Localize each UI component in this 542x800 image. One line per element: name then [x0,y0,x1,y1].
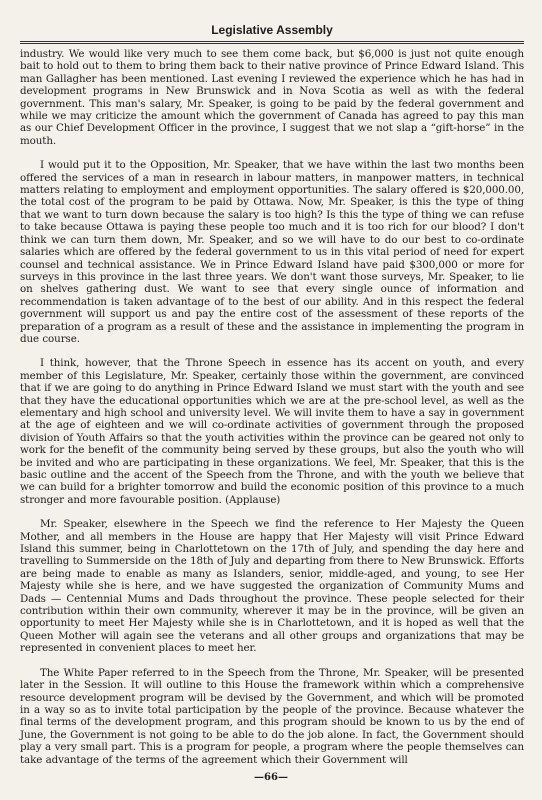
paragraph-5: The White Paper referred to in the Speech from the Throne, Mr. Speaker, will be presented later in the Session. It will outline to this House the framework within which a comprehensive resource development program will be devised by the Government, and which will be promoted in a way so as to invite total participation by the people of the province. Because whatever the final terms of the development program, and this program should be known to us by the end of June, the Government is not going to be able to do the job alone. In fact, the Government should play a very small part. This is a program for people, a program where the people themselves can take advantage of the terms of the agreement which their Government will [20,666,524,766]
paragraph-3: I think, however, that the Throne Speech in essence has its accent on youth, and every member of this Legislature, Mr. Speaker, certainly those within the government, are convinced that if we are going to do anything in Prince Edward Island we must start with the youth and see that they have the educational opportunities which we are at the pre-school level, as well as the elementary and high school and university level. We will invite them to have a say in government at the age of eighteen and we will co-ordinate activities of government through the proposed division of Youth Affairs so that the youth activities within the province can be geared not only to work for the benefit of the community being served by these groups, but also the youth who will be invited and who are participating in these organizations. We feel, Mr. Speaker, that this is the basic outline and the accent of the Speech from the Throne, and with the youth we believe that we can build for a brighter tomorrow and build the economic position of this province to a much stronger and more favourable position. (Applause) [20,357,524,506]
header-rule [20,41,524,44]
document-body [20,48,524,778]
paragraph-1: industry. We would like very much to see them come back, but $6,000 is just not quite enough bait to hold out to them to bring them back to their native province of Prince Edward Island. This man Gallagher has been mentioned. Last evening I reviewed the experience which he has had in development programs in New Brunswick and in Nova Scotia as well as with the federal government. This man's salary, Mr. Speaker, is going to be paid by the federal government and while we may criticize the amount which the government of Canada has agreed to pay this man as our Chief Development Officer in the province, I suggest that we not slap a “gift-horse” in the mouth. [20,48,525,147]
paragraph-2: I would put it to the Opposition, Mr. Speaker, that we have within the last two months been offered the services of a man in research in labour matters, in manpower matters, in technical matters relating to employment and employment opportunities. The salary offered is $20,000.00, the total cost of the program to be paid by Ottawa. Now, Mr. Speaker, is this the type of thing that we want to turn down because the salary is too high? Is this the type of thing we can refuse to take because Ottawa is paying these people too much and it is too rich for our blood? I don't think we can turn them down, Mr. Speaker, and so we will have to do our best to co-ordinate salaries which are offered by the federal government to us in this vital period of need for expert counsel and technical assistance. We in Prince Edward Island have paid $300,000 or more for surveys in this province in the last three years. We don't want those surveys, Mr. Speaker, to lie on shelves gathering dust. We want to see that every single ounce of information and recommendation is taken advantage of to the best of our ability. And in this respect the federal government will support us and pay the entire cost of the assessment of these reports of the preparation of a program as a result of these and the assistance in implementing the program in due course. [20,159,524,345]
page-number: —66— [254,772,288,783]
running-header: Legislative Assembly [211,23,333,37]
paragraph-4: Mr. Speaker, elsewhere in the Speech we find the reference to Her Majesty the Queen Mother, and all members in the House are happy that Her Majesty will visit Prince Edward Island this summer, being in Charlottetown on the 17th of July, and spending the day here and travelling to Summerside on the 18th of July and departing from there to New Brunswick. Efforts are being made to enable as many as Islanders, senior, middle-aged, and young, to see Her Majesty while she is here, and we have suggested the organization of Community Mums and Dads — Centennial Mums and Dads throughout the province. These people selected for their contribution within their own community, wherever it may be in the province, will be given an opportunity to meet Her Majesty while she is in Charlottetown, and it is hoped as well that the Queen Mother will again see the veterans and all other groups and organizations that may be represented in convenient places to meet her. [20,518,524,655]
